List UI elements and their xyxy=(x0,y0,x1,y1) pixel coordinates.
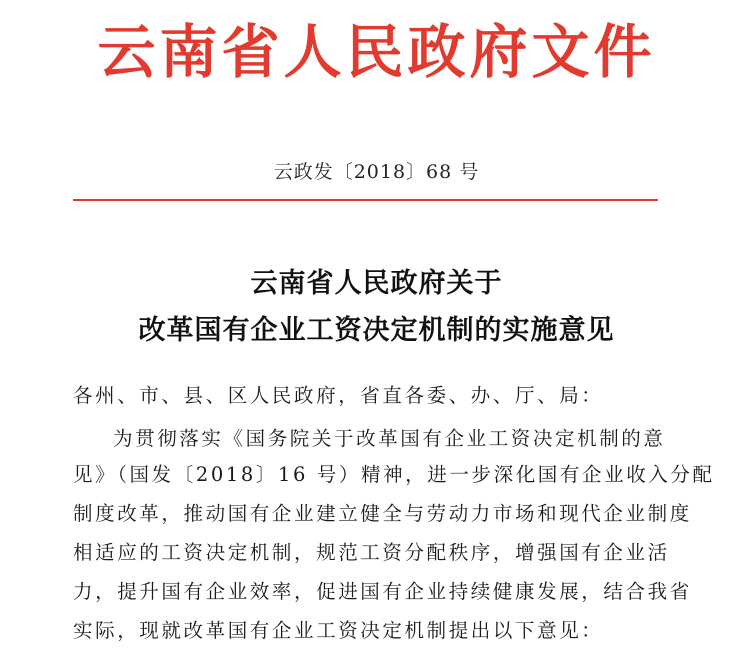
salutation: 各州、市、县、区人民政府，省直各委、办、厅、局： xyxy=(73,384,604,407)
paragraph-line: 相适应的工资决定机制，规范工资分配秩序，增强国有企业活 xyxy=(73,541,670,564)
document-masthead: 云南省人民政府文件 xyxy=(97,18,656,86)
paragraph-line: 力，提升国有企业效率，促进国有企业持续健康发展，结合我省 xyxy=(73,580,692,603)
document-title-line-2: 改革国有企业工资决定机制的实施意见 xyxy=(138,315,615,346)
paragraph-line: 制度改革，推动国有企业建立健全与劳动力市场和现代企业制度 xyxy=(73,502,692,525)
document-title-line-1: 云南省人民政府关于 xyxy=(250,268,503,299)
paragraph-line: 见》（国发〔2018〕16 号）精神，进一步深化国有企业收入分配 xyxy=(73,463,715,486)
document-number: 云政发〔2018〕68 号 xyxy=(273,161,480,183)
red-divider-line xyxy=(73,199,658,201)
paragraph-line: 为贯彻落实《国务院关于改革国有企业工资决定机制的意 xyxy=(113,427,666,450)
paragraph-line: 实际，现就改革国有企业工资决定机制提出以下意见： xyxy=(73,619,604,642)
